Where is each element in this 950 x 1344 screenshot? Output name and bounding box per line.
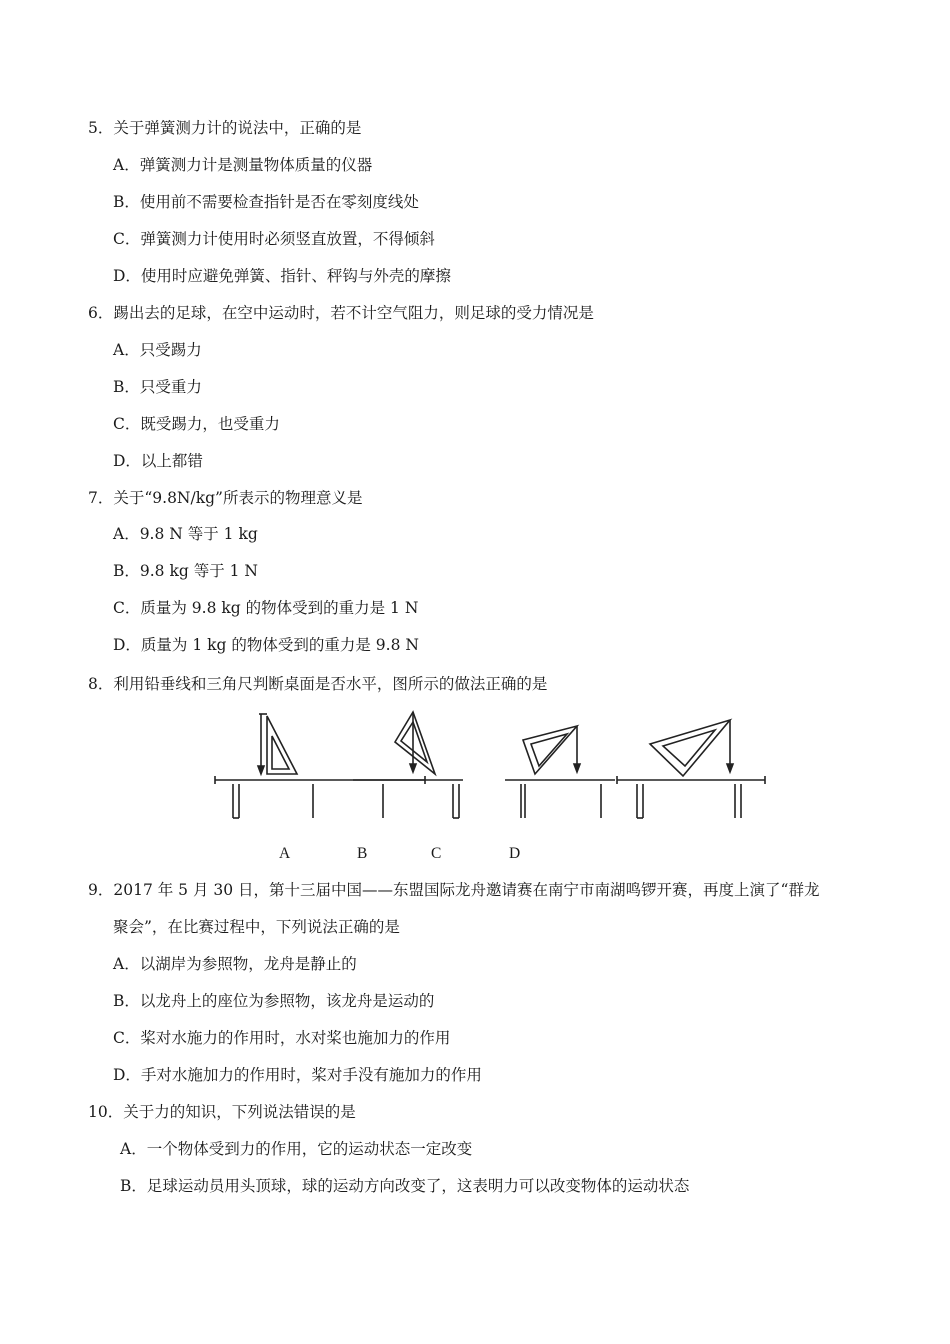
question-9-option-c: C．桨对水施力的作用时，水对桨也施加力的作用	[113, 1029, 451, 1047]
figure-label-a: A	[279, 845, 291, 862]
plumb-line-a	[258, 714, 267, 774]
question-5-option-c: C．弹簧测力计使用时必须竖直放置，不得倾斜	[113, 230, 435, 248]
figure-label-b: B	[357, 845, 368, 862]
question-6-option-c: C．既受踢力，也受重力	[113, 415, 280, 433]
plumb-line-b	[410, 712, 416, 772]
question-7-stem: 7．关于“9.8N/kg”所表示的物理意义是	[88, 489, 363, 507]
question-6-stem: 6．踢出去的足球，在空中运动时，若不计空气阻力，则足球的受力情况是	[88, 304, 594, 322]
plumb-line-diagram	[205, 708, 795, 828]
question-9-option-d: D．手对水施加力的作用时，桨对手没有施加力的作用	[113, 1066, 482, 1084]
question-7-option-b: B．9.8 kg 等于 1 N	[113, 562, 258, 580]
question-5-option-a: A．弹簧测力计是测量物体质量的仪器	[113, 156, 373, 174]
question-9-stem-line-1: 9．2017 年 5 月 30 日，第十三届中国——东盟国际龙舟邀请赛在南宁市南湖鸣锣开赛，再度上演了“群龙	[88, 881, 820, 899]
question-5-option-d: D．使用时应避免弹簧、指针、秤钩与外壳的摩擦	[113, 267, 451, 285]
question-7-option-c: C．质量为 9.8 kg 的物体受到的重力是 1 N	[113, 599, 419, 617]
question-10-option-a: A．一个物体受到力的作用，它的运动状态一定改变	[120, 1140, 473, 1158]
question-5-stem: 5．关于弹簧测力计的说法中，正确的是	[88, 119, 362, 137]
triangle-ruler-a	[267, 716, 297, 774]
table-d	[617, 776, 765, 818]
question-7-option-d: D．质量为 1 kg 的物体受到的重力是 9.8 N	[113, 636, 419, 654]
question-9-option-b: B．以龙舟上的座位为参照物，该龙舟是运动的	[113, 992, 435, 1010]
question-7-option-a: A．9.8 N 等于 1 kg	[113, 525, 258, 543]
question-5-option-b: B．使用前不需要检查指针是否在零刻度线处	[113, 193, 419, 211]
triangle-ruler-c	[523, 726, 577, 774]
question-9-stem-line-2: 聚会”，在比赛过程中，下列说法正确的是	[113, 918, 400, 936]
question-8-stem: 8．利用铅垂线和三角尺判断桌面是否水平，图所示的做法正确的是	[88, 675, 548, 693]
table-a	[215, 776, 425, 818]
question-10-stem: 10．关于力的知识，下列说法错误的是	[88, 1103, 356, 1121]
triangle-ruler-d	[650, 720, 730, 776]
table-c	[505, 780, 615, 818]
question-6-option-d: D．以上都错	[113, 452, 203, 470]
question-6-option-b: B．只受重力	[113, 378, 202, 396]
figure-label-d: D	[509, 845, 521, 862]
figure-label-c: C	[431, 845, 442, 862]
question-10-option-b: B．足球运动员用头顶球，球的运动方向改变了，这表明力可以改变物体的运动状态	[120, 1177, 690, 1195]
table-b	[353, 780, 463, 818]
question-6-option-a: A．只受踢力	[113, 341, 202, 359]
plumb-line-c	[574, 726, 580, 772]
plumb-line-d	[727, 720, 733, 772]
question-9-option-a: A．以湖岸为参照物，龙舟是静止的	[113, 955, 357, 973]
